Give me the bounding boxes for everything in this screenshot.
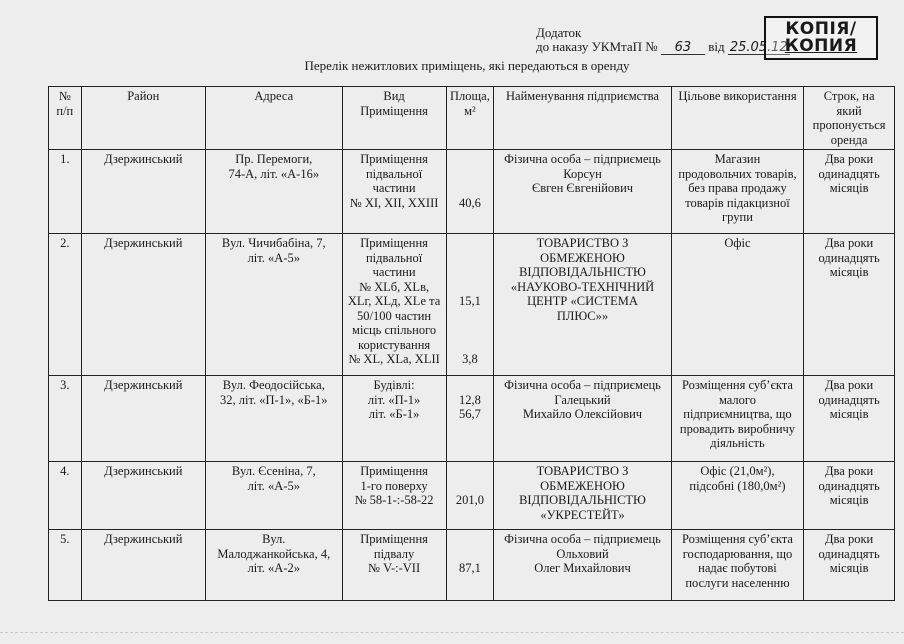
row-address: Пр. Перемоги, 74-А, літ. «А-16» <box>205 150 342 234</box>
row-district: Дзержинський <box>81 234 205 376</box>
order-number: 63 <box>661 42 705 55</box>
row-address: Вул. Єсеніна, 7, літ. «А-5» <box>205 462 342 530</box>
row-purpose: Розміщення суб’єкта малого підприємництва, що провадить виробничу діяльність <box>671 376 804 462</box>
row-num: 4. <box>49 462 82 530</box>
row-area: 87,1 <box>446 530 494 601</box>
row-term: Два роки одинадцять місяців <box>804 462 895 530</box>
header-type: Вид Приміщення <box>342 87 446 150</box>
row-term: Два роки одинадцять місяців <box>804 234 895 376</box>
row-address: Вул. Чичибабіна, 7, літ. «А-5» <box>205 234 342 376</box>
row-type: Приміщення підвалу № V-:-VII <box>342 530 446 601</box>
header-company: Найменування підприємства <box>494 87 671 150</box>
row-district: Дзержинський <box>81 462 205 530</box>
date-prefix: від <box>708 39 725 54</box>
row-type: Приміщення підвальної частини № XI, XII, XXIII <box>342 150 446 234</box>
row-company: Фізична особа – підприємець Галецький Михайло Олексійович <box>494 376 671 462</box>
row-term: Два роки одинадцять місяців <box>804 150 895 234</box>
table-row <box>49 150 895 234</box>
row-address: Вул. Малоджанкойська, 4, літ. «А-2» <box>205 530 342 601</box>
header-address: Адреса <box>205 87 342 150</box>
row-purpose: Розміщення суб’єкта господарювання, що надає побутові послуги населенню <box>671 530 804 601</box>
row-num: 1. <box>49 150 82 234</box>
order-date: 25.05.12 <box>729 40 788 55</box>
row-district: Дзержинський <box>81 376 205 462</box>
header-area: Площа, м² <box>446 87 494 150</box>
row-area: 15,1 3,8 <box>446 234 494 376</box>
header-district: Район <box>81 87 205 150</box>
appendix-label: Додаток <box>536 25 582 40</box>
table-row <box>49 376 895 462</box>
row-purpose: Офіс (21,0м²), підсобні (180,0м²) <box>671 462 804 530</box>
scan-artifact-line <box>0 632 904 635</box>
row-address: Вул. Феодосійська, 32, літ. «П-1», «Б-1» <box>205 376 342 462</box>
row-company: Фізична особа – підприємець Корсун Євген Євгенійович <box>494 150 671 234</box>
order-prefix: до наказу УКМтаП № <box>536 39 658 54</box>
row-num: 5. <box>49 530 82 601</box>
copy-stamp <box>764 16 878 60</box>
row-num: 2. <box>49 234 82 376</box>
row-company: ТОВАРИСТВО З ОБМЕЖЕНОЮ ВІДПОВІДАЛЬНІСТЮ «НАУКОВО-ТЕХНІЧНИЙ ЦЕНТР «СИСТЕМА ПЛЮС»» <box>494 234 671 376</box>
header-num: № п/п <box>49 87 82 150</box>
table-row <box>49 530 895 601</box>
table-header-row <box>49 87 895 150</box>
row-purpose: Магазин продовольчих товарів, без права продажу товарів підакцизної групи <box>671 150 804 234</box>
row-purpose: Офіс <box>671 234 804 376</box>
page-title: Перелік нежитлових приміщень, які передаються в оренду <box>304 58 630 73</box>
row-type: Будівлі: літ. «П-1» літ. «Б-1» <box>342 376 446 462</box>
row-company: ТОВАРИСТВО З ОБМЕЖЕНОЮ ВІДПОВІДАЛЬНІСТЮ «УКРЕСТЕЙТ» <box>494 462 671 530</box>
row-num: 3. <box>49 376 82 462</box>
row-district: Дзержинський <box>81 150 205 234</box>
row-type: Приміщення 1-го поверху № 58-1-:-58-22 <box>342 462 446 530</box>
header-purpose: Цільове використання <box>671 87 804 150</box>
premises-table <box>48 86 895 601</box>
header-term: Строк, на який пропонується оренда <box>804 87 895 150</box>
document-header <box>536 26 790 55</box>
row-area: 12,8 56,7 <box>446 376 494 462</box>
order-reference <box>536 40 790 55</box>
stamp-line-2: КОПИЯ <box>784 36 858 56</box>
table-row <box>49 462 895 530</box>
table-row <box>49 234 895 376</box>
row-area: 40,6 <box>446 150 494 234</box>
row-type: Приміщення підвальної частини № XLб, XLв, XLг, XLд, XLе та 50/100 частин місць спільного користування № XL, XLa, XLII <box>342 234 446 376</box>
row-district: Дзержинський <box>81 530 205 601</box>
row-term: Два роки одинадцять місяців <box>804 530 895 601</box>
row-area: 201,0 <box>446 462 494 530</box>
row-company: Фізична особа – підприємець Ольховий Олег Михайлович <box>494 530 671 601</box>
stamp-line-1: КОПІЯ/ <box>785 19 857 39</box>
row-term: Два роки одинадцять місяців <box>804 376 895 462</box>
